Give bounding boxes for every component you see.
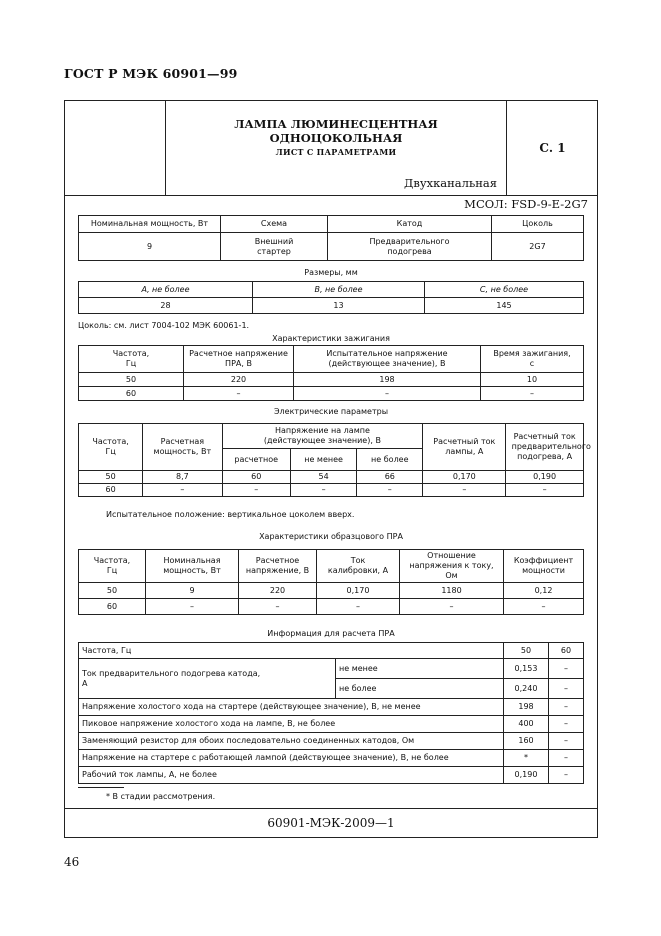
table-cell: 60 — [222, 471, 290, 484]
table-cell: 8,7 — [143, 471, 222, 484]
table-cell: Напряжение на стартере с работающей лампой (действующее значение), В, не более — [79, 750, 504, 767]
section-caption: Электрические параметры — [273, 407, 389, 416]
table-cell: – — [549, 716, 584, 733]
table-header: В, не более — [253, 282, 425, 298]
base-note: Цоколь: см. лист 7004-102 МЭК 60061-1. — [78, 321, 250, 330]
table-cell: – — [549, 679, 584, 699]
table-cell: 0,190 — [504, 767, 549, 784]
table-cell: Ток предварительного подогрева катода, А — [79, 659, 336, 699]
table-cell: – — [143, 484, 222, 497]
table-cell: 13 — [253, 298, 425, 314]
dimensions-table — [78, 281, 584, 314]
table-header: Катод — [328, 216, 492, 233]
table-cell: 50 — [504, 643, 549, 659]
table-cell: – — [290, 484, 356, 497]
table-cell: – — [400, 599, 504, 615]
table-header: Частота, Гц — [79, 550, 146, 583]
section-caption: Информация для расчета ПРА — [267, 629, 395, 638]
table-cell: 54 — [290, 471, 356, 484]
footnote: * В стадии рассмотрения. — [106, 792, 216, 801]
table-cell: 0,170 — [423, 471, 506, 484]
table-cell: – — [317, 599, 400, 615]
table-header: не менее — [290, 449, 356, 471]
table-cell: 1180 — [400, 583, 504, 599]
table-cell: – — [504, 599, 584, 615]
table-header: Расчетная мощность, Вт — [143, 424, 222, 471]
table-cell: * — [504, 750, 549, 767]
table-cell: Напряжение холостого хода на стартере (действующее значение), В, не менее — [79, 699, 504, 716]
table-header: А, не более — [79, 282, 253, 298]
table-header: Частота, Гц — [79, 346, 184, 373]
table-cell: 0,153 — [504, 659, 549, 679]
table-header: Расчетный ток предварительного подогрева, А — [506, 424, 584, 471]
table-cell: – — [423, 484, 506, 497]
channel-type: Двухканальная — [404, 176, 497, 190]
ignition-table — [78, 345, 584, 401]
table-cell: 9 — [79, 233, 221, 261]
page-number: 46 — [64, 855, 80, 869]
footnote-rule — [78, 787, 124, 788]
table-header: Цоколь — [492, 216, 584, 233]
table-header: Схема — [221, 216, 328, 233]
table-header: Коэффициент мощности — [504, 550, 584, 583]
section-caption: Характеристики образцового ПРА — [259, 532, 403, 541]
table-header: Расчетное напряжение ПРА, В — [184, 346, 294, 373]
ballast-table — [78, 549, 584, 615]
table-cell: 220 — [184, 373, 294, 387]
section-caption: Характеристики зажигания — [272, 334, 390, 343]
sheet-code: С. 1 — [539, 141, 566, 155]
table-header: С, не более — [425, 282, 584, 298]
table-cell: не более — [336, 679, 504, 699]
table-cell: 50 — [79, 583, 146, 599]
table-cell: – — [549, 767, 584, 784]
table-header: Номинальная мощность, Вт — [79, 216, 221, 233]
document-standard: ГОСТ Р МЭК 60901—99 — [64, 66, 238, 81]
table-cell: – — [294, 387, 481, 401]
table-cell: – — [222, 484, 290, 497]
table-cell: 60 — [79, 387, 184, 401]
table-cell: 0,190 — [506, 471, 584, 484]
table-cell: 160 — [504, 733, 549, 750]
table-header: Время зажигания, с — [481, 346, 584, 373]
table-cell: – — [549, 659, 584, 679]
table-cell: 50 — [79, 373, 184, 387]
table-cell: 0,12 — [504, 583, 584, 599]
table-cell: 220 — [239, 583, 317, 599]
table-header: Расчетное напряжение, В — [239, 550, 317, 583]
table-header: Частота, Гц — [79, 424, 143, 471]
header-divider — [64, 195, 598, 196]
test-position-note: Испытательное положение: вертикальное цоколем вверх. — [106, 510, 355, 519]
table-cell: – — [146, 599, 239, 615]
table-cell: 145 — [425, 298, 584, 314]
table-cell: 60 — [549, 643, 584, 659]
table-cell: 10 — [481, 373, 584, 387]
table-header: Напряжение на лампе (действующее значение), В — [222, 424, 423, 449]
table-cell: 198 — [504, 699, 549, 716]
table-cell: 0,240 — [504, 679, 549, 699]
sheet-title: ЛАМПА ЛЮМИНЕСЦЕНТНАЯ ОДНОЦОКОЛЬНАЯ — [234, 117, 438, 145]
footer-code: 60901-МЭК-2009—1 — [267, 816, 395, 830]
table-cell: 9 — [146, 583, 239, 599]
table-cell: 66 — [357, 471, 423, 484]
table-cell: Предварительного подогрева — [328, 233, 492, 261]
table-header: не более — [357, 449, 423, 471]
table-header: Расчетный ток лампы, А — [423, 424, 506, 471]
table-cell: 198 — [294, 373, 481, 387]
table-cell: Частота, Гц — [79, 643, 504, 659]
general-table — [78, 215, 584, 261]
table-cell: – — [481, 387, 584, 401]
table-cell: 60 — [79, 484, 143, 497]
lamp-designation: МСОЛ: FSD-9-E-2G7 — [464, 197, 588, 211]
table-cell: – — [357, 484, 423, 497]
table-cell: Внешний стартер — [221, 233, 328, 261]
table-cell: – — [184, 387, 294, 401]
table-cell: 28 — [79, 298, 253, 314]
table-cell: 50 — [79, 471, 143, 484]
table-cell: Заменяющий резистор для обоих последовательно соединенных катодов, Ом — [79, 733, 504, 750]
section-caption: Размеры, мм — [304, 268, 358, 277]
table-cell: Рабочий ток лампы, А, не более — [79, 767, 504, 784]
table-cell: 60 — [79, 599, 146, 615]
table-cell: – — [549, 733, 584, 750]
table-header: Ток калибровки, А — [317, 550, 400, 583]
footer-divider — [64, 808, 598, 809]
table-cell: – — [549, 750, 584, 767]
table-header: Испытательное напряжение (действующее значение), В — [294, 346, 481, 373]
table-cell: 0,170 — [317, 583, 400, 599]
table-cell: – — [239, 599, 317, 615]
electrical-table — [78, 423, 591, 497]
table-cell: не менее — [336, 659, 504, 679]
table-header: Отношение напряжения к току, Ом — [400, 550, 504, 583]
table-header: Номинальная мощность, Вт — [146, 550, 239, 583]
table-cell: Пиковое напряжение холостого хода на лампе, В, не более — [79, 716, 504, 733]
table-header: расчетное — [222, 449, 290, 471]
table-cell: – — [549, 699, 584, 716]
ballast-info-table — [78, 642, 584, 784]
sheet-subtitle: ЛИСТ С ПАРАМЕТРАМИ — [275, 147, 397, 157]
table-cell: 400 — [504, 716, 549, 733]
table-cell: – — [506, 484, 584, 497]
table-cell: 2G7 — [492, 233, 584, 261]
